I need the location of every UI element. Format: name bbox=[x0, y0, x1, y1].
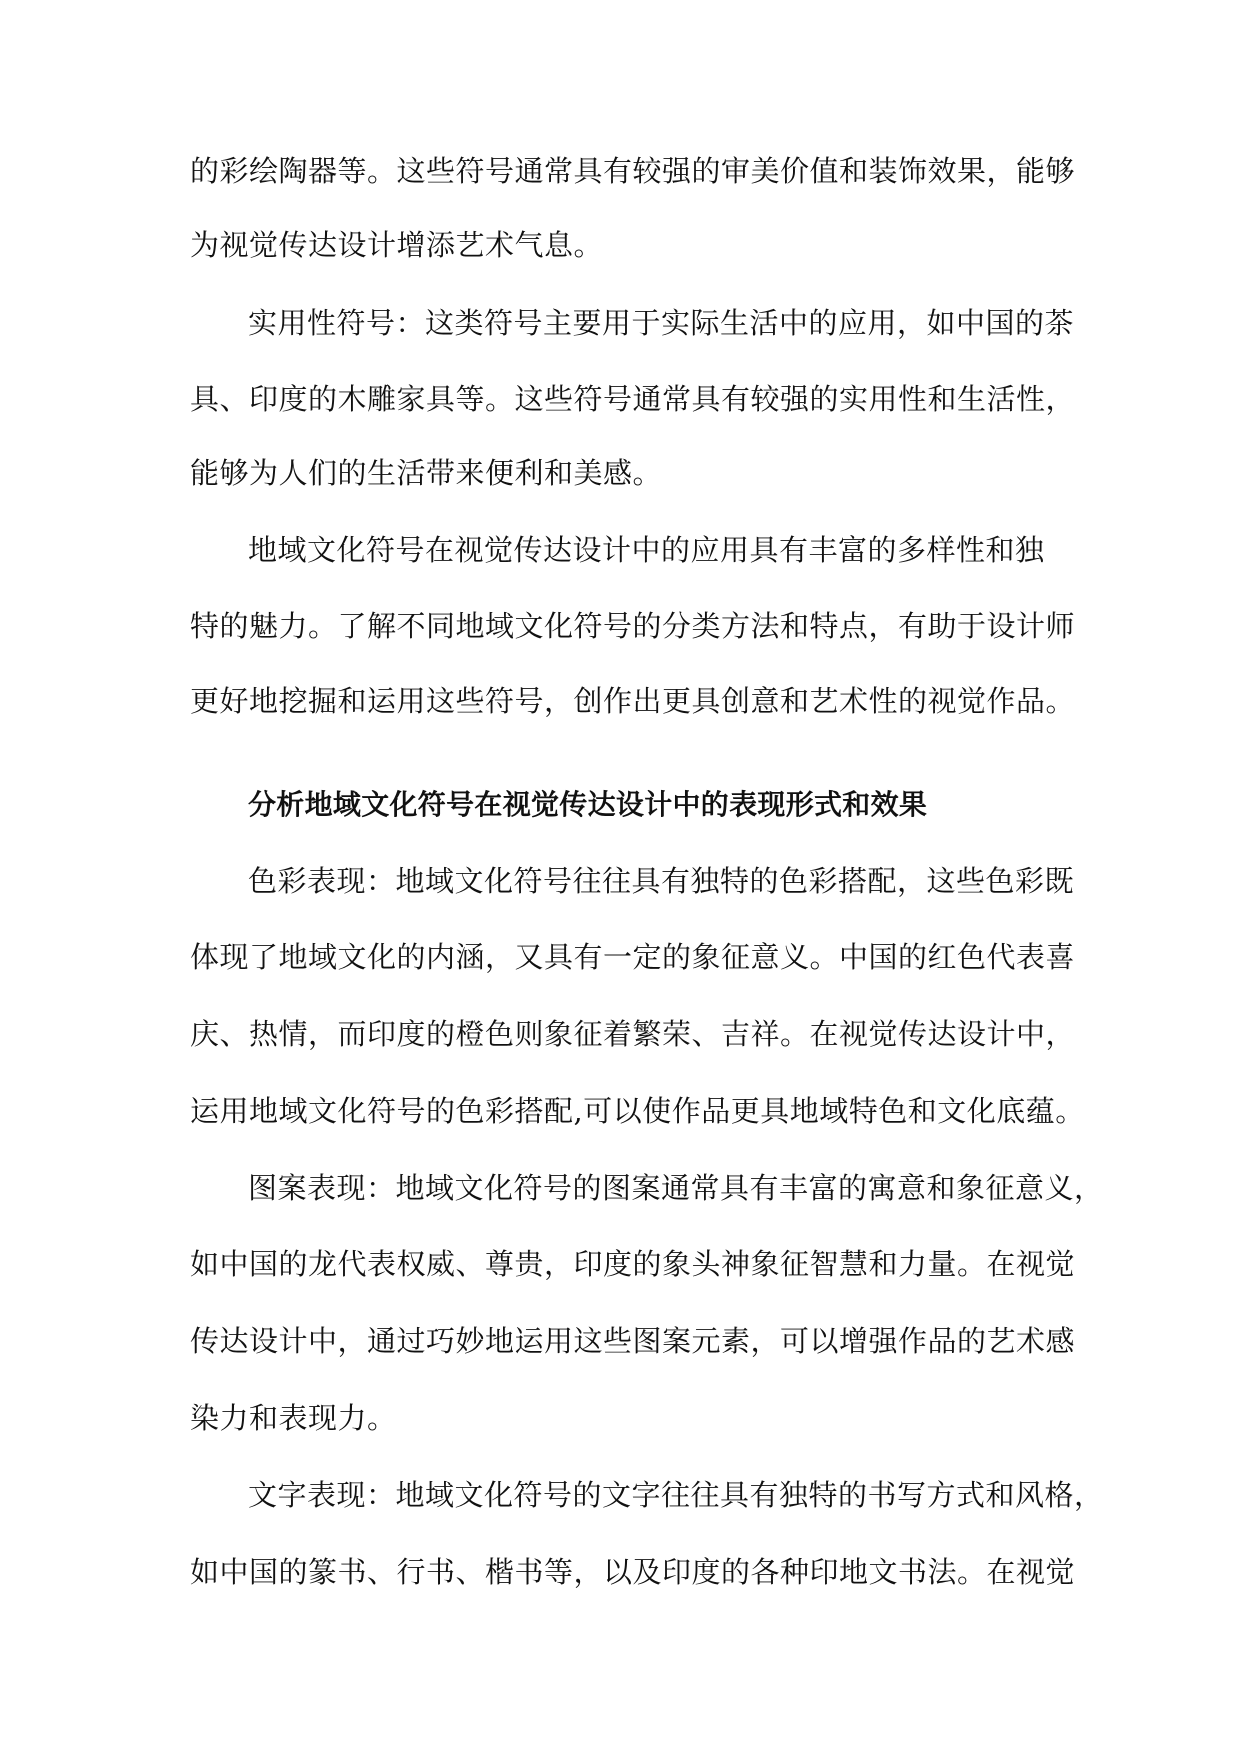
text-line: 特的魅力。了解不同地域文化符号的分类方法和特点，有助于设计师 bbox=[190, 609, 1076, 643]
text-line: 能够为人们的生活带来便利和美感。 bbox=[190, 456, 663, 490]
text-line: 为视觉传达设计增添艺术气息。 bbox=[190, 228, 604, 262]
text-line: 图案表现：地域文化符号的图案通常具有丰富的寓意和象征意义， bbox=[248, 1171, 1104, 1205]
text-line: 实用性符号：这类符号主要用于实际生活中的应用，如中国的茶 bbox=[248, 306, 1075, 340]
text-line: 色彩表现：地域文化符号往往具有独特的色彩搭配，这些色彩既 bbox=[248, 864, 1075, 898]
text-line: 更好地挖掘和运用这些符号，创作出更具创意和艺术性的视觉作品。 bbox=[190, 684, 1076, 718]
text-line: 染力和表现力。 bbox=[190, 1401, 397, 1435]
text-line: 的彩绘陶器等。这些符号通常具有较强的审美价值和装饰效果，能够 bbox=[190, 154, 1076, 188]
text-line: 具、印度的木雕家具等。这些符号通常具有较强的实用性和生活性， bbox=[190, 382, 1076, 416]
text-line: 庆、热情，而印度的橙色则象征着繁荣、吉祥。在视觉传达设计中， bbox=[190, 1017, 1076, 1051]
text-line: 地域文化符号在视觉传达设计中的应用具有丰富的多样性和独 bbox=[248, 533, 1045, 567]
text-line: 体现了地域文化的内涵，又具有一定的象征意义。中国的红色代表喜 bbox=[190, 940, 1076, 974]
text-line: 文字表现：地域文化符号的文字往往具有独特的书写方式和风格， bbox=[248, 1478, 1104, 1512]
text-line: 如中国的龙代表权威、尊贵，印度的象头神象征智慧和力量。在视觉 bbox=[190, 1247, 1076, 1281]
section-heading: 分析地域文化符号在视觉传达设计中的表现形式和效果 bbox=[248, 788, 928, 821]
text-line: 如中国的篆书、行书、楷书等，以及印度的各种印地文书法。在视觉 bbox=[190, 1555, 1076, 1589]
text-line: 运用地域文化符号的色彩搭配,可以使作品更具地域特色和文化底蕴。 bbox=[190, 1094, 1085, 1128]
text-line: 传达设计中，通过巧妙地运用这些图案元素，可以增强作品的艺术感 bbox=[190, 1324, 1076, 1358]
